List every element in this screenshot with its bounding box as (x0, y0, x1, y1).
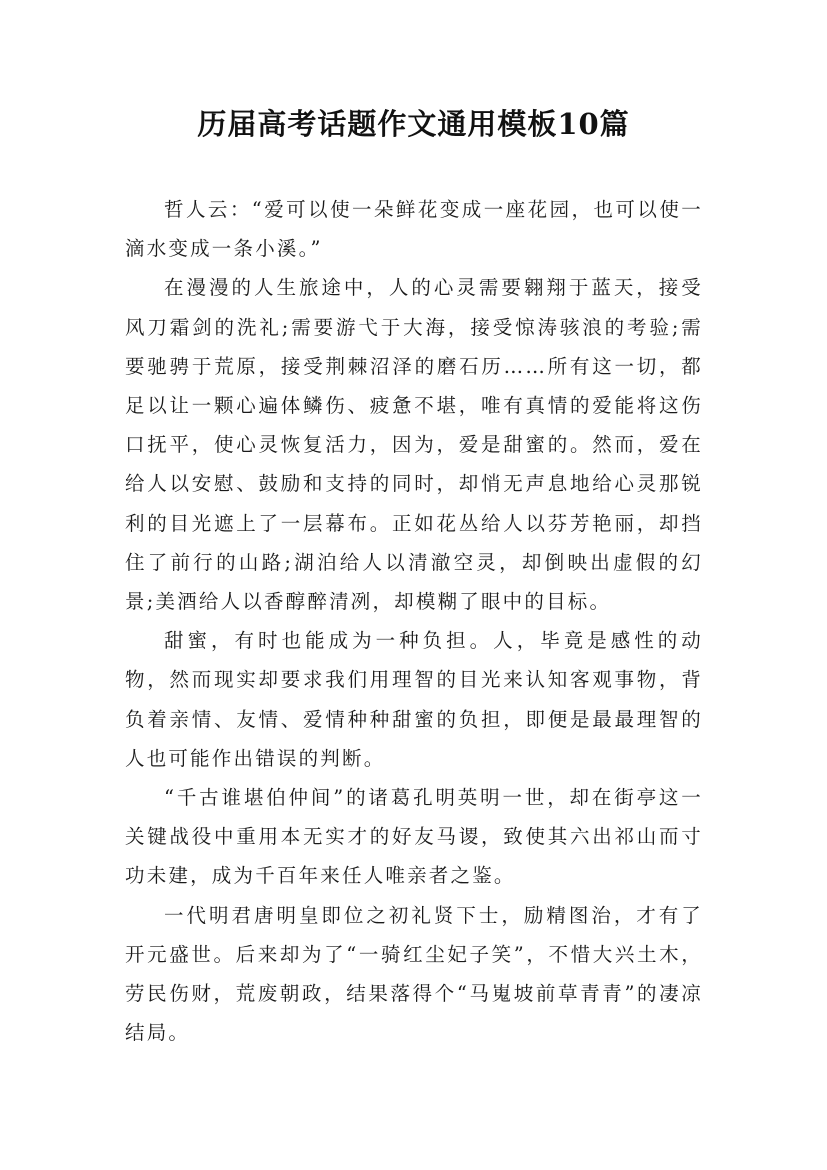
paragraph-4: “千古谁堪伯仲间”的诸葛孔明英明一世，却在街亭这一关键战役中重用本无实才的好友马谡，致使其六出祁山而寸功未建，成为千百年来任人唯亲者之鉴。 (125, 786, 703, 888)
paragraph-1: 哲人云：“爱可以使一朵鲜花变成一座花园，也可以使一滴水变成一条小溪。” (125, 198, 703, 261)
paragraph-5: 一代明君唐明皇即位之初礼贤下士，励精图治，才有了开元盛世。后来却为了“一骑红尘妃子笑”，不惜大兴土木，劳民伤财，荒废朝政，结果落得个“马嵬坡前草青青”的凄凉结局。 (125, 903, 703, 1045)
paragraph-3: 甜蜜，有时也能成为一种负担。人，毕竟是感性的动物，然而现实却要求我们用理智的目光来认知客观事物，背负着亲情、友情、爱情种种甜蜜的负担，即便是最最理智的人也可能作出错误的判断。 (125, 629, 703, 770)
document-body (125, 190, 703, 1052)
document-title: 历届高考话题作文通用模板10篇 (197, 107, 630, 141)
paragraph-2: 在漫漫的人生旅途中，人的心灵需要翱翔于蓝天，接受风刀霜剑的洗礼;需要游弋于大海，接受惊涛骇浪的考验;需要驰骋于荒原，接受荆棘沼泽的磨石历……所有这一切，都足以让一颗心遍体鳞伤、疲惫不堪，唯有真情的爱能将这伤口抚平，使心灵恢复活力，因为，爱是甜蜜的。然而，爱在给人以安慰、鼓励和支持的同时，却悄无声息地给心灵那锐利的目光遮上了一层幕布。正如花丛给人以芬芳艳丽，却挡住了前行的山路;湖泊给人以清澈空灵，却倒映出虚假的幻景;美酒给人以香醇醉清冽，却模糊了眼中的目标。 (125, 276, 703, 614)
